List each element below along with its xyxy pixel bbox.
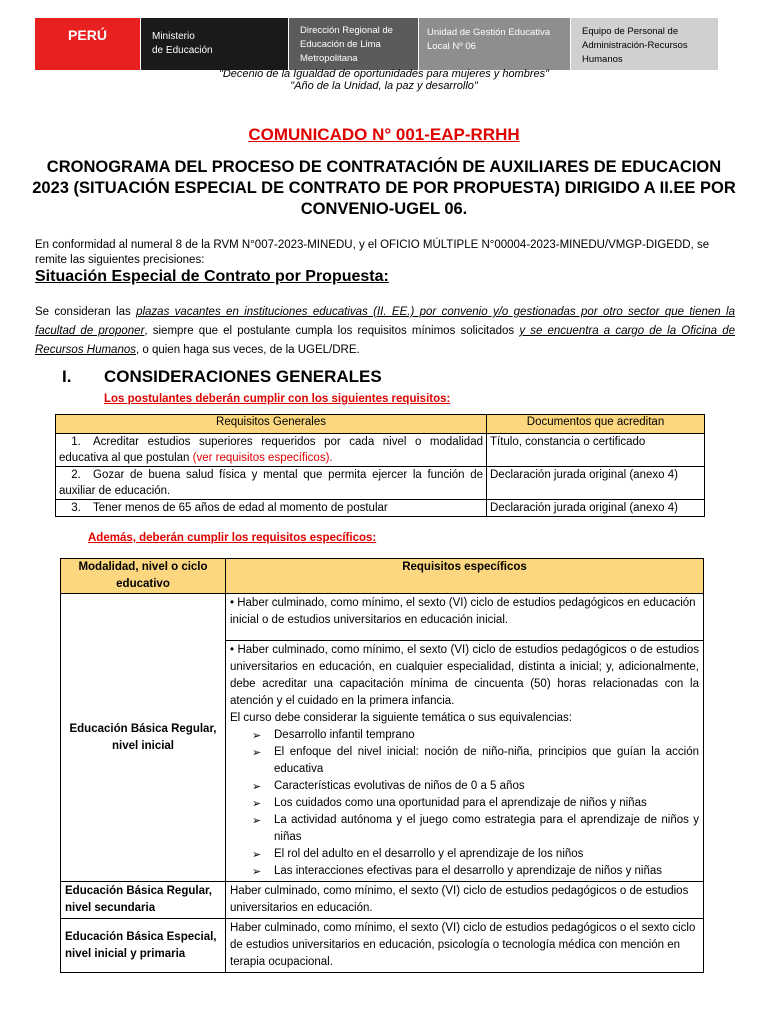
header-requisitos-generales: Requisitos Generales xyxy=(56,415,487,434)
table-row xyxy=(56,434,705,467)
list-item: ➢ El rol del adulto en el desarrollo y el aprendizaje de los niños xyxy=(252,846,699,863)
requirement-cell: Haber culminado, como mínimo, el sexto (VI) ciclo de estudios pedagógicos o de estudios universitarios en educación. xyxy=(226,882,704,919)
para-part-2: plazas vacantes en instituciones educativas (II. EE.) por convenio y/o gestionadas por otro sector que tienen la facultad de proponer xyxy=(35,306,735,337)
list-item: ➢ Desarrollo infantil temprano xyxy=(252,727,699,744)
section-heading xyxy=(62,367,382,387)
intro-paragraph: En conformidad al numeral 8 de la RVM N°007-2023-MINEDU, y el OFICIO MÚLTIPLE N°00004-2023-MINEDU/VMGP-DIGEDD, se remite las siguientes precisiones: xyxy=(35,239,710,266)
direccion-block: Dirección Regional de Educación de Lima Metropolitana xyxy=(288,18,418,70)
requirement-reference: (ver requisitos específicos). xyxy=(192,452,333,464)
peru-logo xyxy=(35,18,140,70)
modalidad-cell: Educación Básica Regular, nivel inicial xyxy=(61,594,226,882)
requirement-text: Gozar de buena salud física y mental que permita ejercer la función de auxiliar de educación. xyxy=(59,469,483,497)
requirement-text: Acreditar estudios superiores requeridos por cada nivel o modalidad educativa al que postulan xyxy=(59,436,483,464)
row-number: 3. xyxy=(71,502,81,514)
table-row xyxy=(61,594,704,641)
general-requirements-table xyxy=(55,414,705,517)
table-row xyxy=(56,500,705,517)
section-number: I. xyxy=(62,367,72,386)
document-cell: Declaración jurada original (anexo 4) xyxy=(487,500,705,517)
row-number: 2. xyxy=(71,469,81,481)
modalidad-cell: Educación Básica Especial, nivel inicial y primaria xyxy=(61,919,226,973)
table-row xyxy=(61,919,704,973)
peru-label: PERÚ xyxy=(68,27,107,43)
para-part-5: , o quien haga sus veces, de la UGEL/DRE. xyxy=(135,344,360,356)
document-title: CRONOGRAMA DEL PROCESO DE CONTRATACIÓN DE AUXILIARES DE EDUCACION 2023 (SITUACIÓN ESPECIAL DE CONTRATO DE POR PROPUESTA) DIRIGIDO A II.EE POR CONVENIO-UGEL 06. xyxy=(32,158,736,218)
requirement-option-b xyxy=(226,641,704,882)
document-cell: Título, constancia o certificado xyxy=(487,434,705,467)
list-item: ➢ Las interacciones efectivas para el desarrollo y aprendizaje de niños y niñas xyxy=(252,863,699,880)
table-row xyxy=(56,467,705,500)
requirement-cell xyxy=(56,500,487,517)
list-item: ➢ El enfoque del nivel inicial: noción de niño-niña, principios que guían la acción educativa xyxy=(252,744,699,778)
requirement-text: Tener menos de 65 años de edad al momento de postular xyxy=(93,502,388,514)
document-cell: Declaración jurada original (anexo 4) xyxy=(487,467,705,500)
header-documentos: Documentos que acreditan xyxy=(487,415,705,434)
list-item: ➢ Características evolutivas de niños de 0 a 5 años xyxy=(252,778,699,795)
scope-paragraph xyxy=(35,303,735,360)
table-header-row xyxy=(61,559,704,594)
requirement-option-a: • Haber culminado, como mínimo, el sexto (VI) ciclo de estudios pedagógicos en educación inicial o de estudios universitarios en educación inicial. xyxy=(226,594,704,641)
specific-requirements-note: Además, deberán cumplir los requisitos específicos: xyxy=(88,532,377,544)
table-header-row xyxy=(56,415,705,434)
para-part-4: y se encuentra a cargo de la Oficina de Recursos Humanos xyxy=(35,325,736,356)
list-item: ➢ Los cuidados como una oportunidad para el aprendizaje de niños y niñas xyxy=(252,795,699,812)
para-part-1: Se consideran las xyxy=(35,306,137,318)
list-item: ➢ La actividad autónoma y el juego como estrategia para el aprendizaje de niños y niñas xyxy=(252,812,699,846)
modalidad-cell: Educación Básica Regular, nivel secundaria xyxy=(61,882,226,919)
row-number: 1. xyxy=(71,436,81,448)
unidad-block: Unidad de Gestión Educativa Local Nº 06 xyxy=(418,18,570,70)
situacion-heading: Situación Especial de Contrato por Propuesta: xyxy=(35,268,389,285)
option-b-text: • Haber culminado, como mínimo, el sexto (VI) ciclo de estudios pedagógicos o de estudios universitarios en educación, en cualquier especialidad, distinta a inicial; y, adicionalmente, debe acreditar una capacitación mínima de cincuenta (50) horas relacionadas con la atención y el cuidado en la primera infancia. xyxy=(230,644,699,707)
specific-requirements-table xyxy=(60,558,704,973)
requirement-cell: Haber culminado, como mínimo, el sexto (VI) ciclo de estudios pedagógicos o el sexto ciclo de estudios universitarios en educación, psicología o tecnología médica con mención en terapia ocupacional. xyxy=(226,919,704,973)
course-topics-list xyxy=(230,727,699,880)
header-requisitos-especificos: Requisitos específicos xyxy=(226,559,704,594)
course-intro: El curso debe considerar la siguiente temática o sus equivalencias: xyxy=(230,712,572,724)
table-row xyxy=(61,882,704,919)
ministerio-block: Ministerio de Educación xyxy=(140,18,288,70)
slogan-decenio: "Decenio de la Igualdad de oportunidades para mujeres y hombres" xyxy=(218,68,550,80)
requirements-note: Los postulantes deberán cumplir con los siguientes requisitos: xyxy=(104,393,451,405)
para-part-3: , siempre que el postulante cumpla los requisitos mínimos solicitados xyxy=(144,325,520,337)
comunicado-number: COMUNICADO N° 001-EAP-RRHH xyxy=(248,125,520,144)
requirement-cell xyxy=(56,434,487,467)
header-modalidad: Modalidad, nivel o ciclo educativo xyxy=(61,559,226,594)
equipo-block: Equipo de Personal de Administración-Recursos Humanos xyxy=(571,18,718,70)
requirement-cell xyxy=(56,467,487,500)
slogan-anio: "Año de la Unidad, la paz y desarrollo" xyxy=(290,80,478,92)
section-title: CONSIDERACIONES GENERALES xyxy=(104,367,382,386)
